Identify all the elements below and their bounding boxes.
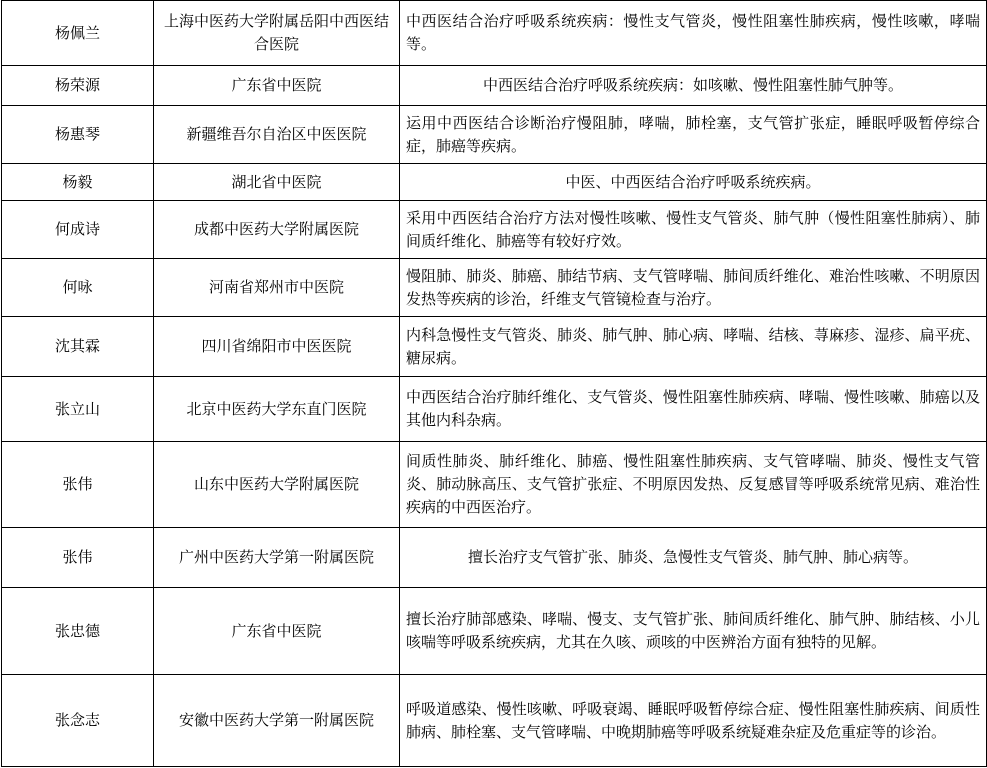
hospital-name: 安徽中医药大学第一附属医院 (154, 675, 400, 767)
doctor-name: 沈其霖 (2, 317, 154, 377)
doctor-table (1, 0, 987, 767)
table-row (2, 106, 987, 164)
specialty-text: 中西医结合治疗呼吸系统疾病：如咳嗽、慢性阻塞性肺气肿等。 (400, 66, 987, 106)
hospital-name: 北京中医药大学东直门医院 (154, 377, 400, 442)
doctor-name: 张念志 (2, 675, 154, 767)
hospital-name: 湖北省中医院 (154, 164, 400, 201)
doctor-name: 杨荣源 (2, 66, 154, 106)
table-row (2, 528, 987, 588)
table-row (2, 377, 987, 442)
table-row (2, 1, 987, 66)
doctor-name: 张立山 (2, 377, 154, 442)
hospital-name: 山东中医药大学附属医院 (154, 442, 400, 528)
specialty-text: 擅长治疗肺部感染、哮喘、慢支、支气管扩张、肺间质纤维化、肺气肿、肺结核、小儿咳喘等呼吸系统疾病，尤其在久咳、顽咳的中医辨治方面有独特的见解。 (400, 588, 987, 675)
doctor-name: 张忠德 (2, 588, 154, 675)
table-row (2, 259, 987, 317)
table-row (2, 442, 987, 528)
doctor-name: 杨惠琴 (2, 106, 154, 164)
specialty-text: 内科急慢性支气管炎、肺炎、肺气肿、肺心病、哮喘、结核、荨麻疹、湿疹、扁平疣、糖尿病。 (400, 317, 987, 377)
hospital-name: 上海中医药大学附属岳阳中西医结合医院 (154, 1, 400, 66)
table-row (2, 164, 987, 201)
doctor-name: 杨毅 (2, 164, 154, 201)
doctor-name: 何成诗 (2, 201, 154, 259)
table-row (2, 317, 987, 377)
hospital-name: 广东省中医院 (154, 588, 400, 675)
doctor-name: 何咏 (2, 259, 154, 317)
table-row (2, 66, 987, 106)
specialty-text: 间质性肺炎、肺纤维化、肺癌、慢性阻塞性肺疾病、支气管哮喘、肺炎、慢性支气管炎、肺动脉高压、支气管扩张症、不明原因发热、反复感冒等呼吸系统常见病、难治性疾病的中西医治疗。 (400, 442, 987, 528)
doctor-name: 张伟 (2, 442, 154, 528)
specialty-text: 运用中西医结合诊断治疗慢阻肺，哮喘，肺栓塞，支气管扩张症，睡眠呼吸暂停综合症，肺癌等疾病。 (400, 106, 987, 164)
table-row (2, 588, 987, 675)
table-row (2, 201, 987, 259)
specialty-text: 中西医结合治疗呼吸系统疾病：慢性支气管炎，慢性阻塞性肺疾病，慢性咳嗽，哮喘等。 (400, 1, 987, 66)
hospital-name: 四川省绵阳市中医医院 (154, 317, 400, 377)
hospital-name: 成都中医药大学附属医院 (154, 201, 400, 259)
hospital-name: 河南省郑州市中医院 (154, 259, 400, 317)
specialty-text: 中西医结合治疗肺纤维化、支气管炎、慢性阻塞性肺疾病、哮喘、慢性咳嗽、肺癌以及其他内科杂病。 (400, 377, 987, 442)
hospital-name: 广东省中医院 (154, 66, 400, 106)
specialty-text: 采用中西医结合治疗方法对慢性咳嗽、慢性支气管炎、肺气肿（慢性阻塞性肺病）、肺间质纤维化、肺癌等有较好疗效。 (400, 201, 987, 259)
doctor-name: 张伟 (2, 528, 154, 588)
specialty-text: 中医、中西医结合治疗呼吸系统疾病。 (400, 164, 987, 201)
specialty-text: 擅长治疗支气管扩张、肺炎、急慢性支气管炎、肺气肿、肺心病等。 (400, 528, 987, 588)
doctor-name: 杨佩兰 (2, 1, 154, 66)
specialty-text: 呼吸道感染、慢性咳嗽、呼吸衰竭、睡眠呼吸暂停综合症、慢性阻塞性肺疾病、间质性肺病、肺栓塞、支气管哮喘、中晚期肺癌等呼吸系统疑难杂症及危重症等的诊治。 (400, 675, 987, 767)
hospital-name: 新疆维吾尔自治区中医医院 (154, 106, 400, 164)
specialty-text: 慢阻肺、肺炎、肺癌、肺结节病、支气管哮喘、肺间质纤维化、难治性咳嗽、不明原因发热等疾病的诊治，纤维支气管镜检查与治疗。 (400, 259, 987, 317)
hospital-name: 广州中医药大学第一附属医院 (154, 528, 400, 588)
table-row (2, 675, 987, 767)
